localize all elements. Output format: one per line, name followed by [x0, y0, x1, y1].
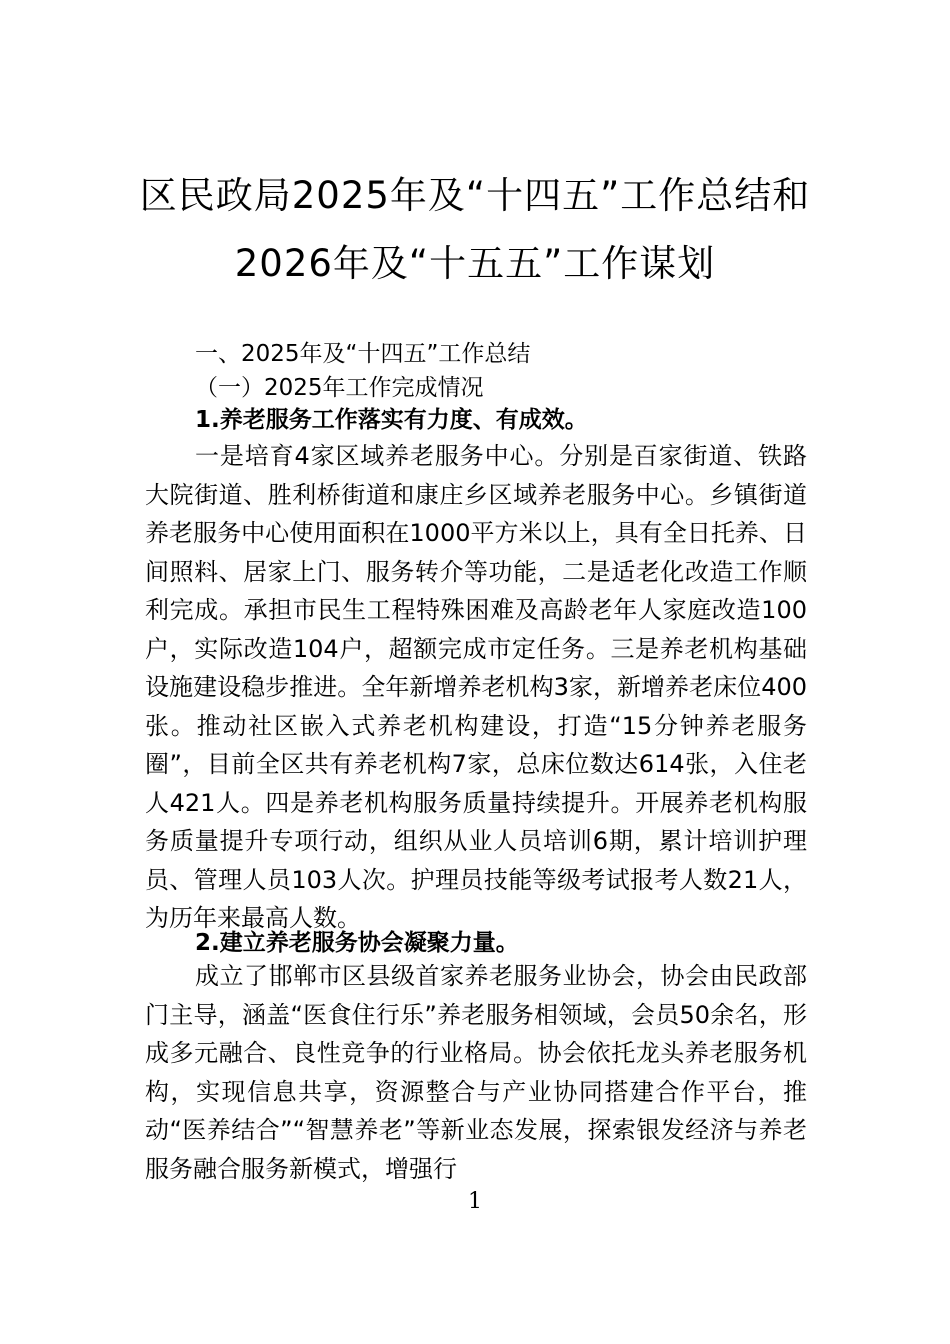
item2-paragraph: 成立了邯郸市区县级首家养老服务业协会，协会由民政部门主导，涵盖“医食住行乐”养老服务相领域，会员50余名，形成多元融合、良性竞争的行业格局。协会依托龙头养老服务机构，实现信息共享，资源整合与产业协同搭建合作平台，推动“医养结合”“智慧养老”等新业态发展，探索银发经济与养老服务融合服务新模式，增强行 [145, 962, 807, 1183]
item2-heading: 2.建立养老服务协会凝聚力量。 [195, 930, 519, 956]
subsection-heading: （一）2025年工作完成情况 [195, 375, 484, 401]
document-title-line1: 区民政局2025年及“十四五”工作总结和 [139, 174, 811, 217]
item1-paragraph: 一是培育4家区域养老服务中心。分别是百家街道、铁路大院街道、胜利桥街道和康庄乡区域养老服务中心。乡镇街道养老服务中心使用面积在1000平方米以上，具有全日托养、日间照料、居家上门、服务转介等功能，二是适老化改造工作顺利完成。承担市民生工程特殊困难及高龄老年人家庭改造100户，实际改造104户，超额完成市定任务。三是养老机构基础设施建设稳步推进。全年新增养老机构3家，新增养老床位400张。推动社区嵌入式养老机构建设，打造“15分钟养老服务圈”，目前全区共有养老机构7家，总床位数达614张，入住老人421人。四是养老机构服务质量持续提升。开展养老机构服务质量提升专项行动，组织从业人员培训6期，累计培训护理员、管理人员103人次。护理员技能等级考试报考人数21人，为历年来最高人数。 [145, 442, 807, 932]
section-heading: 一、2025年及“十四五”工作总结 [195, 341, 531, 367]
document-title-line2: 2026年及“十五五”工作谋划 [234, 242, 716, 285]
item1-heading: 1.养老服务工作落实有力度、有成效。 [195, 407, 588, 433]
page-number: 1 [468, 1189, 482, 1214]
